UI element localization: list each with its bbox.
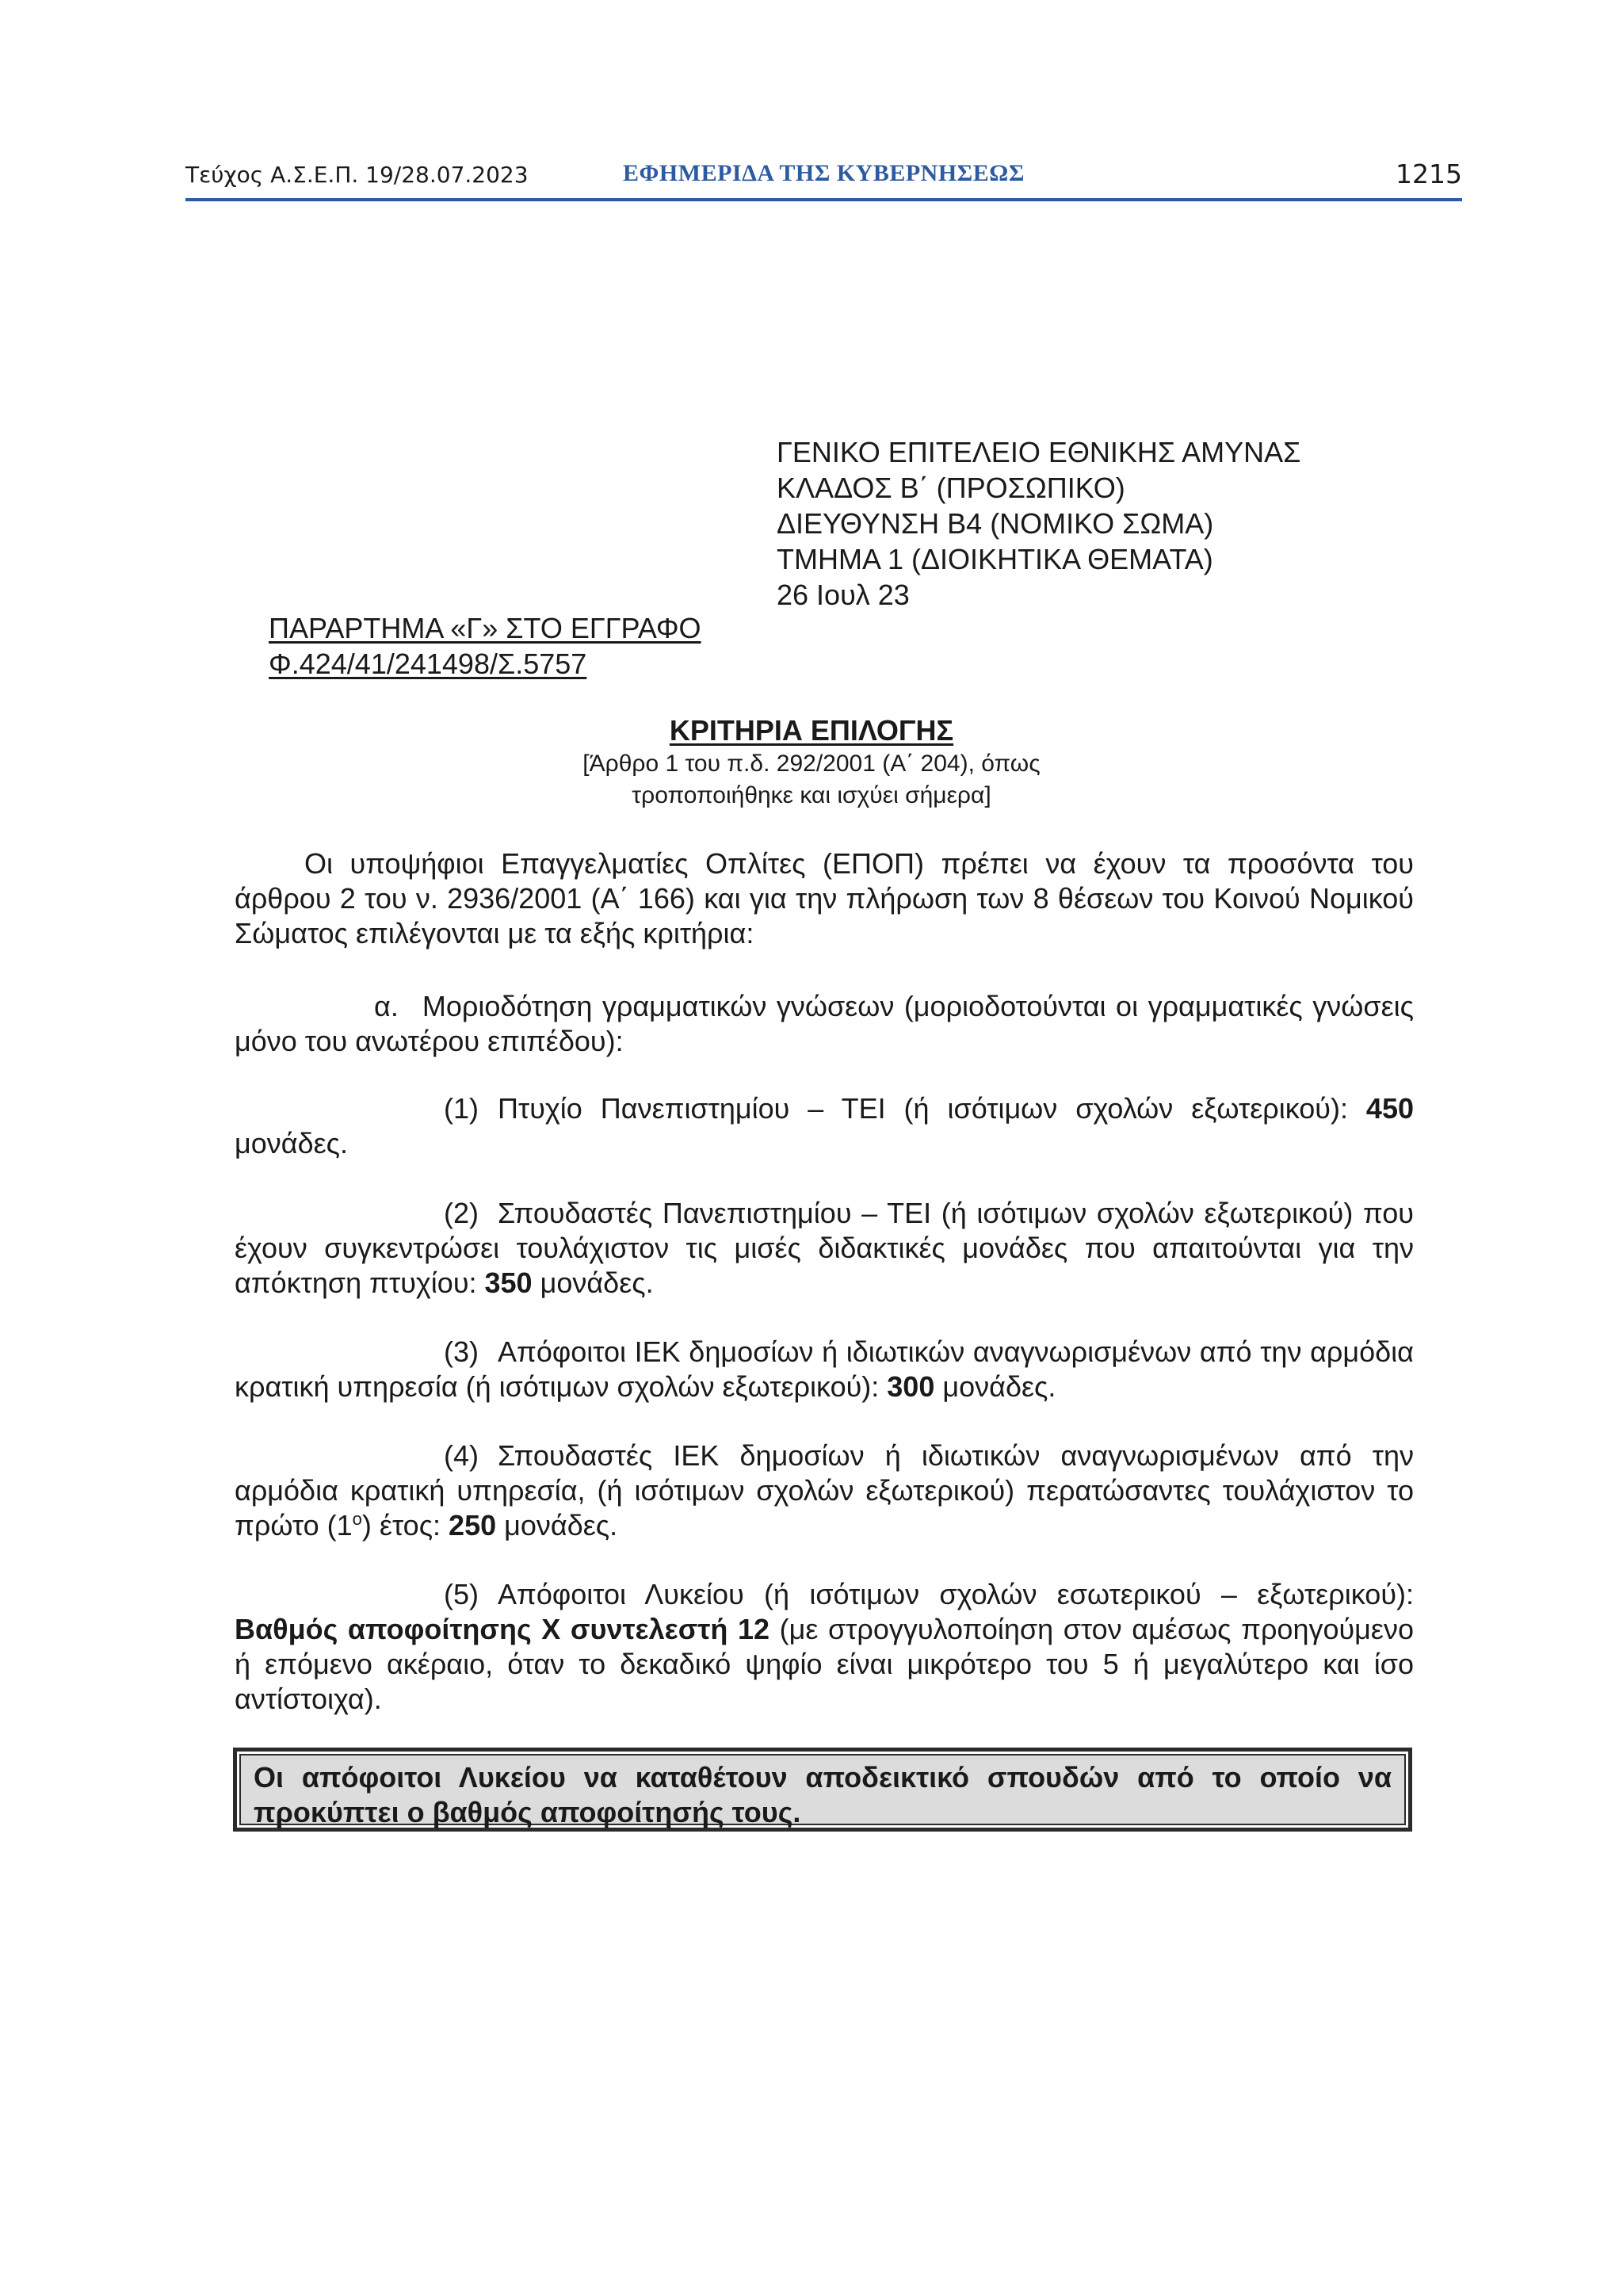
title-block [0,713,1623,812]
item-label: (3) [444,1335,479,1368]
item-label: (2) [444,1197,479,1229]
item-text: Σπουδαστές Πανεπιστημίου – ΤΕΙ (ή ισότιμων σχολών εξωτερικού) που έχουν συγκεντρώσει τουλάχιστον τις μισές διδακτικές μονάδες που απαιτούνται για την απόκτηση πτυχίου: [235,1197,1414,1299]
document-title: ΚΡΙΤΗΡΙΑ ΕΠΙΛΟΓΗΣ [669,714,954,747]
note-text: Οι απόφοιτοι Λυκείου να καταθέτουν αποδεικτικό σπουδών από το οποίο να προκύπτει ο βαθμός αποφοίτησής τους. [239,1754,1406,1825]
document-subtitle-line: τροποποιήθηκε και ισχύει σήμερα] [632,782,991,808]
issuing-authority [777,434,1300,613]
item-points: 300 [887,1370,935,1403]
authority-line: ΓΕΝΙΚΟ ΕΠΙΤΕΛΕΙΟ ΕΘΝΙΚΗΣ ΑΜΥΝΑΣ [777,436,1301,468]
item-points: 250 [449,1509,497,1541]
item-text-end: μονάδες. [934,1370,1056,1403]
item-points: 450 [1365,1092,1414,1125]
item-label: (5) [444,1578,479,1610]
page-number: 1215 [1396,159,1462,189]
annex-document-number: Φ.424/41/241498/Σ.5757 [269,648,587,680]
item-label: (4) [444,1439,479,1472]
authority-line: ΤΜΗΜΑ 1 (ΔΙΟΙΚΗΤΙΚΑ ΘΕΜΑΤΑ) [777,543,1213,575]
gazette-name: ΕΦΗΜΕΡΙΔΑ ΤΗΣ ΚΥΒΕΡΝΗΣΕΩΣ [623,160,1025,186]
annex-title: ΠΑΡΑΡΤΗΜΑ «Γ» ΣΤΟ ΕΓΓΡΑΦΟ [269,612,701,644]
criterion-label: α. [374,990,399,1022]
item-text-end: μονάδες. [496,1509,618,1541]
intro-paragraph: Οι υποψήφιοι Επαγγελματίες Οπλίτες (ΕΠΟΠ) πρέπει να έχουν τα προσόντα του άρθρου 2 του ν. 2936/2001 (Α΄ 166) και για την πλήρωση των 8 θέσεων του Κοινού Νομικού Σώματος επιλέγονται με τα εξής κριτήρια: [235,847,1414,949]
item-text-middle: ) έτος: [361,1509,449,1541]
authority-line: ΚΛΑΔΟΣ Β΄ (ΠΡΟΣΩΠΙΚΟ) [777,472,1125,504]
item-formula: Βαθμός αποφοίτησης Χ συντελεστή 12 [235,1613,770,1645]
item-points: 350 [484,1266,533,1299]
item-text: Απόφοιτοι Λυκείου (ή ισότιμων σχολών εσωτερικού – εξωτερικού): [498,1578,1414,1610]
criterion-text: Μοριοδότηση γραμματικών γνώσεων (μοριοδοτούνται οι γραμματικές γνώσεις μόνο του ανωτέρου επιπέδου): [235,990,1414,1057]
note-box [233,1748,1412,1832]
item-text-end: μονάδες. [532,1266,654,1299]
criterion-item-1 [235,1091,1414,1161]
item-text: Πτυχίο Πανεπιστημίου – ΤΕΙ (ή ισότιμων σχολών εξωτερικού): [498,1092,1366,1125]
item-text-end: (με στρογγυλοποίηση στον αμέσως προηγούμενο ή επόμενο ακέραιο, όταν το δεκαδικό ψηφίο είναι μικρότερο του 5 ή μεγαλύτερο και ίσο αντίστοιχα). [235,1613,1414,1715]
issue-reference: Τεύχος Α.Σ.Ε.Π. 19/28.07.2023 [185,162,529,188]
ordinal-superscript: ο [352,1509,362,1529]
criterion-item-2 [235,1196,1414,1301]
document-subtitle-line: [Άρθρο 1 του π.δ. 292/2001 (Α΄ 204), όπως [582,751,1041,777]
criterion-item-4 [235,1438,1414,1543]
item-text: Απόφοιτοι ΙΕΚ δημοσίων ή ιδιωτικών αναγνωρισμένων από την αρμόδια κρατική υπηρεσία (ή ισότιμων σχολών εξωτερικού): [235,1335,1414,1403]
document-date: 26 Ιουλ 23 [777,579,910,611]
authority-line: ΔΙΕΥΘΥΝΣΗ Β4 (ΝΟΜΙΚΟ ΣΩΜΑ) [777,507,1214,540]
criterion-item-5 [235,1577,1414,1717]
running-header [185,159,1462,201]
annex-reference [269,610,701,682]
item-text: Σπουδαστές ΙΕΚ δημοσίων ή ιδιωτικών αναγνωρισμένων από την αρμόδια κρατική υπηρεσία, (ή ισότιμων σχολών εξωτερικού) περατώσαντες τουλάχιστον το πρώτο (1 [235,1439,1414,1541]
criterion-item-3 [235,1335,1414,1404]
criterion-alpha [235,989,1414,1059]
item-text-end: μονάδες. [235,1127,349,1159]
item-label: (1) [444,1092,479,1125]
